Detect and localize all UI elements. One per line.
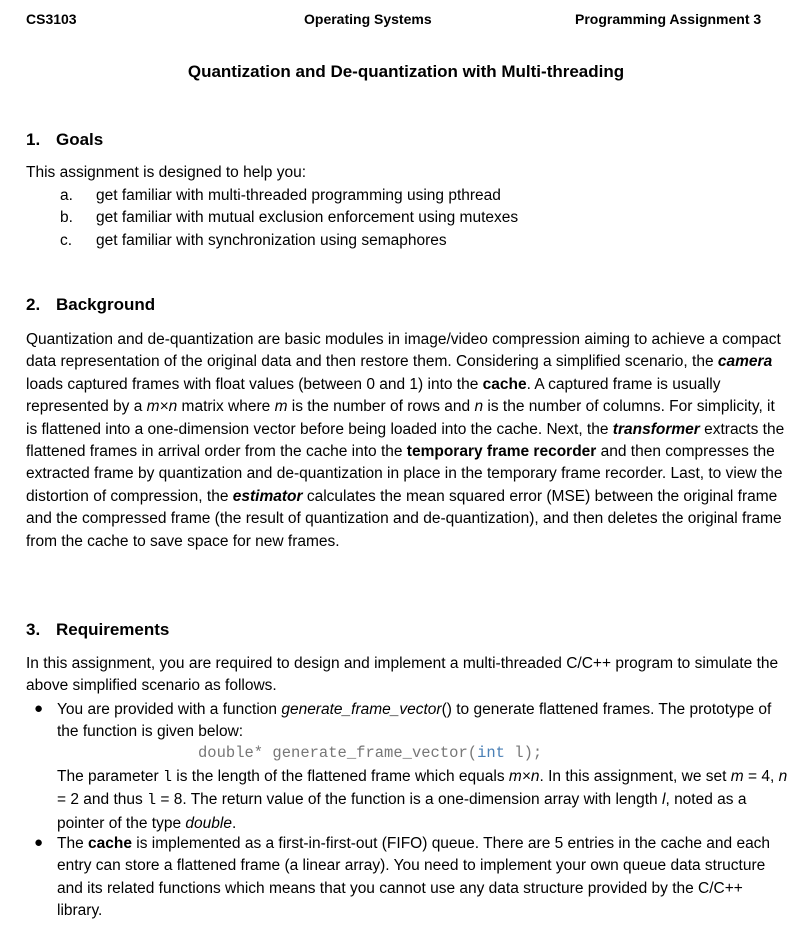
section-title: Goals xyxy=(56,130,104,149)
section-number: 1. xyxy=(26,130,41,149)
section-title: Requirements xyxy=(56,620,170,639)
section-goals-heading xyxy=(26,130,103,150)
list-item-text: get familiar with synchronization using semaphores xyxy=(96,232,447,249)
goals-intro: This assignment is designed to help you: xyxy=(26,164,307,181)
term-cache: cache xyxy=(88,835,132,852)
requirement-bullet-continued: The parameter l is the length of the flattened frame which equals m×n. In this assignment, we set m = 4, n = 2 and thus l = 8. The return value of the function is a one-dimension array with length l, noted as a pointer of the type double. xyxy=(57,768,788,832)
background-paragraph: Quantization and de-quantization are basic modules in image/video compression aiming to achieve a compact data representation of the original data and then restore them. Considering a simplified scenario, the camera loads captured frames with float values (between 0 and 1) into the cache. A captured frame is usually represented by a m×n matrix where m is the number of rows and n is the number of columns. For simplicity, it is flattened into a one-dimension vector before being loaded into the cache. Next, the transformer extracts the flattened frames in arrival order from the cache into the temporary frame recorder and then compresses the extracted frame by quantization and de-quantization in place in the temporary frame recorder. Last, to view the distortion of compression, the estimator calculates the mean squared error (MSE) between the original frame and the compressed frame (the result of quantization and de-quantization), and then deletes the original frame from the cache to save space for new frames. xyxy=(26,331,785,550)
list-marker: c. xyxy=(60,232,73,249)
header-assignment: Programming Assignment 3 xyxy=(575,11,762,27)
bullet-icon: ● xyxy=(34,834,44,851)
header-subject: Operating Systems xyxy=(304,11,432,27)
requirements-intro: In this assignment, you are required to design and implement a multi-threaded C/C++ program to simulate the above simplified scenario as follows. xyxy=(26,655,779,695)
document-title: Quantization and De-quantization with Multi-threading xyxy=(187,62,625,81)
section-number: 3. xyxy=(26,620,41,639)
requirement-bullet: You are provided with a function generate_frame_vector() to generate flattened frames. The prototype of the function is given below: xyxy=(57,701,772,741)
goals-item xyxy=(60,185,501,207)
term-recorder: temporary frame recorder xyxy=(406,443,597,461)
list-marker: a. xyxy=(60,187,73,204)
bullet-icon: ● xyxy=(34,700,44,717)
term-camera: camera xyxy=(717,353,773,371)
code-prototype: double* generate_frame_vector(int l); xyxy=(198,744,543,762)
function-name: generate_frame_vector xyxy=(281,701,442,718)
list-item-text: get familiar with mutual exclusion enforcement using mutexes xyxy=(96,209,519,226)
goals-item xyxy=(60,207,518,229)
section-title: Background xyxy=(56,295,156,314)
header-course: CS3103 xyxy=(26,11,77,27)
list-item-text: get familiar with multi-threaded programming using pthread xyxy=(96,187,501,204)
section-background-heading xyxy=(26,295,155,315)
list-marker: b. xyxy=(60,209,73,226)
term-transformer: transformer xyxy=(612,420,700,438)
requirement-bullet: The cache is implemented as a first-in-first-out (FIFO) queue. There are 5 entries in the cache and each entry can store a flattened frame (a linear array). You need to implement your own queue data structure and its related functions which means that you cannot use any data structure provided by the C/C++ library. xyxy=(57,835,771,920)
section-number: 2. xyxy=(26,295,41,314)
goals-item xyxy=(60,230,447,252)
section-requirements-heading xyxy=(26,620,169,640)
term-cache: cache xyxy=(482,375,527,393)
term-estimator: estimator xyxy=(232,487,303,505)
